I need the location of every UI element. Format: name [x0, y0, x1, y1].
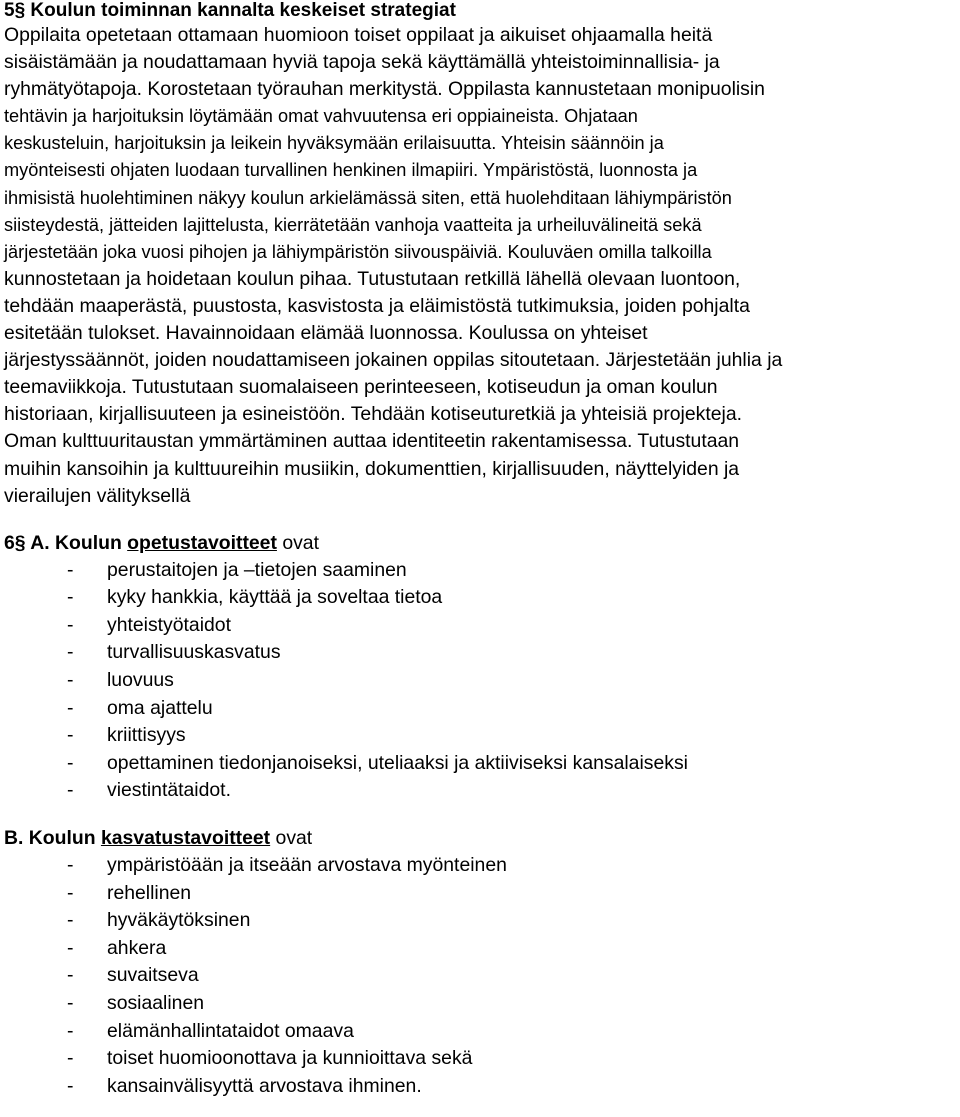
list-item: [4, 1073, 958, 1101]
list-item-text: yhteistyötaidot: [107, 613, 231, 636]
body-line: ryhmätyötapoja. Korostetaan työrauhan merkitystä. Oppilasta kannustetaan monipuolisin: [4, 78, 765, 101]
dash-bullet: -: [67, 1047, 74, 1070]
list-item: [4, 777, 958, 805]
body-line: muihin kansoihin ja kulttuureihin musiikin, dokumenttien, kirjallisuuden, näyttelyiden ja: [4, 457, 740, 480]
dash-bullet: -: [67, 751, 74, 774]
list-item: [4, 1045, 958, 1073]
body-line: tehdään maaperästä, puustosta, kasvistosta ja eläimistöstä tutkimuksia, joiden pohjalta: [4, 294, 750, 317]
list-item: [4, 880, 958, 908]
section-6a: [4, 530, 958, 805]
list-item: [4, 852, 958, 880]
dash-bullet: -: [67, 909, 74, 932]
list-item-text: sosiaalinen: [107, 992, 205, 1014]
list-item-text: ahkera: [107, 936, 167, 959]
section-6b-title: [4, 825, 958, 852]
section-6a-title: [4, 530, 958, 557]
list-item-text: turvallisuuskasvatus: [107, 641, 281, 664]
section-6b-prefix: B. Koulun: [4, 827, 101, 850]
list-item: [4, 990, 958, 1018]
dash-bullet: -: [67, 613, 74, 636]
list-item-text: ympäristöään ja itseään arvostava myönteinen: [107, 854, 507, 877]
body-line: teemaviikkoja. Tutustutaan suomalaiseen perinteeseen, kotiseudun ja oman koulun: [4, 376, 718, 399]
section-6a-suffix: ovat: [276, 531, 319, 554]
body-line: kunnostetaan ja hoidetaan koulun pihaa. Tutustutaan retkillä lähellä olevaan luontoon,: [4, 267, 741, 290]
body-line: myönteisesti ohjaten luodaan turvallinen henkinen ilmapiiri. Ympäristöstä, luonnosta ja: [4, 160, 698, 181]
section-6b: [4, 825, 958, 1100]
kasvatustavoitteet-list: [4, 852, 958, 1100]
body-line: esitetään tulokset. Havainnoidaan elämää luonnossa. Koulussa on yhteiset: [4, 322, 648, 345]
body-line: ihmisistä huolehtiminen näkyy koulun arkielämässä siten, että huolehditaan lähiympäristön: [4, 187, 732, 208]
list-item-text: kriittisyys: [107, 724, 186, 747]
dash-bullet: -: [67, 881, 74, 904]
section-6a-keyword: opetustavoitteet: [127, 531, 277, 554]
section-6b-suffix: ovat: [270, 827, 313, 850]
section-5: [4, 0, 958, 510]
body-line: siisteydestä, jätteiden lajittelusta, kierrätetään vanhoja vaatteita ja urheiluvälineitä sekä: [4, 214, 702, 235]
list-item-text: kyky hankkia, käyttää ja soveltaa tietoa: [107, 586, 443, 609]
list-item-text: suvaitseva: [107, 964, 199, 987]
dash-bullet: -: [67, 724, 74, 747]
body-line: Oppilaita opetetaan ottamaan huomioon toiset oppilaat ja aikuiset ohjaamalla heitä: [4, 24, 713, 46]
dash-bullet: -: [67, 779, 74, 802]
body-line: sisäistämään ja noudattamaan hyviä tapoja sekä käyttämällä yhteistoiminnallisia- ja: [4, 51, 720, 74]
dash-bullet: -: [67, 558, 74, 581]
list-item-text: opettaminen tiedonjanoiseksi, uteliaaksi ja aktiiviseksi kansalaiseksi: [107, 751, 688, 774]
body-line: tehtävin ja harjoituksin löytämään omat vahvuutensa eri oppiaineista. Ohjataan: [4, 106, 638, 127]
list-item-text: elämänhallintataidot omaava: [107, 1019, 354, 1042]
list-item-text: toiset huomioonottava ja kunnioittava sekä: [107, 1047, 473, 1070]
body-line: Oman kulttuuritaustan ymmärtäminen auttaa identiteetin rakentamisessa. Tutustutaan: [4, 430, 740, 453]
dash-bullet: -: [67, 641, 74, 664]
dash-bullet: -: [67, 669, 74, 692]
list-item: [4, 584, 958, 612]
section-6b-keyword: kasvatustavoitteet: [100, 827, 271, 850]
list-item-text: kansainvälisyyttä arvostava ihminen.: [107, 1074, 422, 1097]
opetustavoitteet-list: [4, 557, 958, 805]
document-page: [4, 0, 958, 1100]
dash-bullet: -: [67, 854, 74, 877]
body-line: järjestetään joka vuosi pihojen ja lähiympäristön siivouspäiviä. Kouluväen omilla talkoilla: [4, 241, 712, 262]
list-item-text: rehellinen: [107, 881, 192, 904]
body-line: vierailujen välityksellä: [4, 484, 191, 507]
list-item: [4, 667, 958, 695]
dash-bullet: -: [67, 1074, 74, 1097]
dash-bullet: -: [67, 964, 74, 987]
list-item: [4, 612, 958, 640]
list-item: [4, 907, 958, 935]
dash-bullet: -: [67, 586, 74, 609]
list-item-text: perustaitojen ja –tietojen saaminen: [107, 558, 407, 581]
body-line: keskusteluin, harjoituksin ja leikein hyväksymään erilaisuutta. Yhteisin säännöin ja: [4, 133, 664, 154]
list-item: [4, 722, 958, 750]
section-5-body: [4, 22, 958, 510]
dash-bullet: -: [67, 696, 74, 719]
body-line: historiaan, kirjallisuuteen ja esineistöön. Tehdään kotiseuturetkiä ja yhteisiä projekteja.: [4, 403, 742, 426]
list-item: [4, 695, 958, 723]
list-item-text: luovuus: [107, 669, 174, 692]
dash-bullet: -: [67, 992, 74, 1014]
list-item: [4, 557, 958, 585]
section-6a-prefix: 6§ A. Koulun: [4, 531, 128, 554]
list-item-text: viestintätaidot.: [107, 779, 231, 802]
list-item: [4, 935, 958, 963]
list-item: [4, 962, 958, 990]
body-line: järjestyssäännöt, joiden noudattamiseen jokainen oppilas sitoutetaan. Järjestetään juhlia ja: [4, 349, 783, 372]
list-item-text: oma ajattelu: [107, 696, 213, 719]
list-item: [4, 639, 958, 667]
dash-bullet: -: [67, 936, 74, 959]
list-item: [4, 750, 958, 778]
section-5-heading: 5§ Koulun toiminnan kannalta keskeiset strategiat: [4, 0, 456, 21]
list-item: [4, 1018, 958, 1046]
list-item-text: hyväkäytöksinen: [107, 909, 251, 932]
dash-bullet: -: [67, 1019, 74, 1042]
